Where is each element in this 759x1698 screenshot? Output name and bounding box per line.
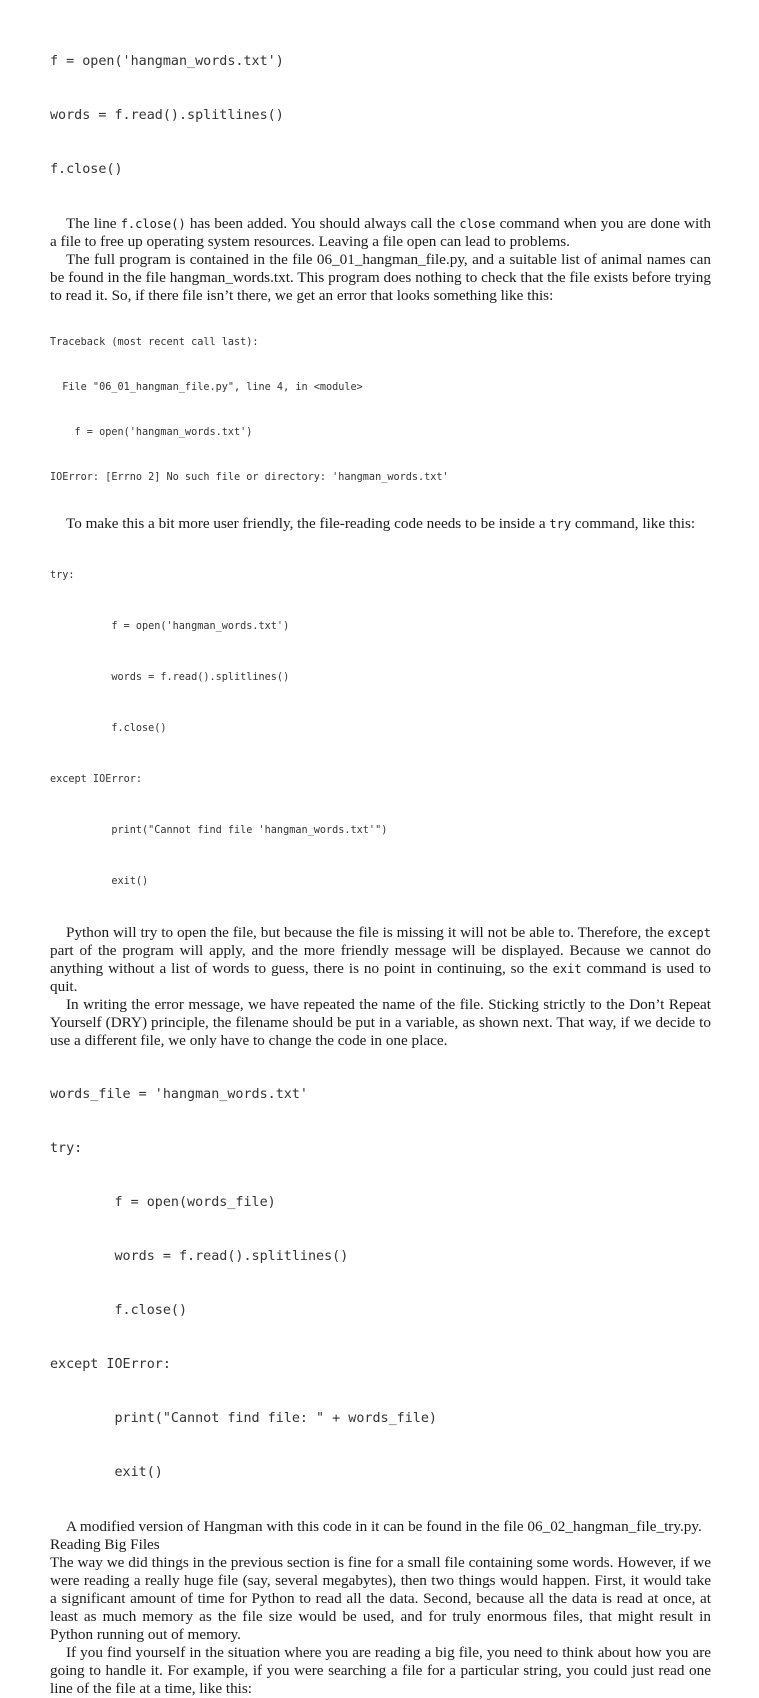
paragraph-try-intro xyxy=(50,515,711,533)
document-page xyxy=(50,17,711,1698)
code-line: try: xyxy=(50,570,75,581)
code-line: print("Cannot find file 'hangman_words.txt'") xyxy=(50,825,388,836)
code-line: except IOError: xyxy=(50,1357,171,1372)
traceback-line: f = open('hangman_words.txt') xyxy=(50,427,253,438)
code-line: f.close() xyxy=(50,723,167,734)
text-run: has been added. You should always call the xyxy=(185,215,460,232)
paragraph-except-explain xyxy=(50,924,711,996)
traceback-line: IOError: [Errno 2] No such file or directory: 'hangman_words.txt' xyxy=(50,472,449,483)
paragraph-full-program: The full program is contained in the file 06_01_hangman_file.py, and a suitable list of animal names can be found in the file hangman_words.txt. This program does nothing to check that the file exists before trying to read it. So, if there file isn’t there, we get an error that looks something like this: xyxy=(50,251,711,304)
text-run: command is used to quit. xyxy=(50,960,711,995)
text-run: part of the program will apply, and the more friendly message will be displayed. Because we cannot do anything without a list of words to guess, there is no point in continuing, so the xyxy=(50,942,711,977)
code-line: f = open(words_file) xyxy=(50,1195,276,1210)
code-block-open-file xyxy=(50,17,711,215)
code-block-try xyxy=(50,533,711,924)
code-line: words = f.read().splitlines() xyxy=(50,1249,349,1264)
text-run: command, like this: xyxy=(571,515,696,532)
code-line: exit() xyxy=(50,876,149,887)
inline-code: f.close() xyxy=(120,217,186,231)
code-line: f.close() xyxy=(50,1303,188,1318)
paragraph-big-files: The way we did things in the previous section is fine for a small file containing some words. However, if we were reading a really huge file (say, several megabytes), then two things would happen. First, it would take a significant amount of time for Python to read all the data. Second, because all the data is read at once, at least as much memory as the file size would be used, and for truly enormous files, that might result in Python running out of memory. xyxy=(50,1554,711,1643)
code-line: f = open('hangman_words.txt') xyxy=(50,621,290,632)
code-line: words_file = 'hangman_words.txt' xyxy=(50,1087,308,1102)
code-block-words-file xyxy=(50,1050,711,1518)
paragraph-dry: In writing the error message, we have repeated the name of the file. Sticking strictly to the Don’t Repeat Yourself (DRY) principle, the filename should be put in a variable, as shown next. That way, if we decide to use a different file, we only have to change the code in one place. xyxy=(50,996,711,1049)
text-run: To make this a bit more user friendly, the file-reading code needs to be inside a xyxy=(66,515,550,532)
code-line: f.close() xyxy=(50,162,123,177)
text-run: command when you are done with a file to free up operating system resources. Leaving a file open can lead to problems. xyxy=(50,215,712,250)
code-line: except IOError: xyxy=(50,774,143,785)
traceback-block xyxy=(50,305,711,515)
code-line: print("Cannot find file: " + words_file) xyxy=(50,1411,437,1426)
paragraph-read-line: If you find yourself in the situation where you are reading a big file, you need to think about how you are going to handle it. For example, if you were searching a file for a particular string, you could just read one line of the file at a time, like this: xyxy=(50,1644,711,1697)
inline-code: try xyxy=(549,517,572,531)
paragraph-close-note xyxy=(50,215,711,251)
traceback-line: Traceback (most recent call last): xyxy=(50,337,259,348)
inline-code: close xyxy=(459,217,496,231)
code-line: words = f.read().splitlines() xyxy=(50,672,290,683)
paragraph-modified-version: A modified version of Hangman with this code in it can be found in the file 06_02_hangman_file_try.py. xyxy=(66,1518,702,1535)
inline-code: except xyxy=(667,926,711,940)
text-run: The line xyxy=(66,215,121,232)
code-line: f = open('hangman_words.txt') xyxy=(50,54,284,69)
code-line: words = f.read().splitlines() xyxy=(50,108,284,123)
code-line: try: xyxy=(50,1141,83,1156)
text-run: Python will try to open the file, but because the file is missing it will not be able to. Therefore, the xyxy=(66,924,668,941)
section-heading: Reading Big Files xyxy=(50,1536,160,1553)
traceback-line: File "06_01_hangman_file.py", line 4, in <module> xyxy=(50,382,363,393)
code-line: exit() xyxy=(50,1465,163,1480)
inline-code: exit xyxy=(552,962,582,976)
